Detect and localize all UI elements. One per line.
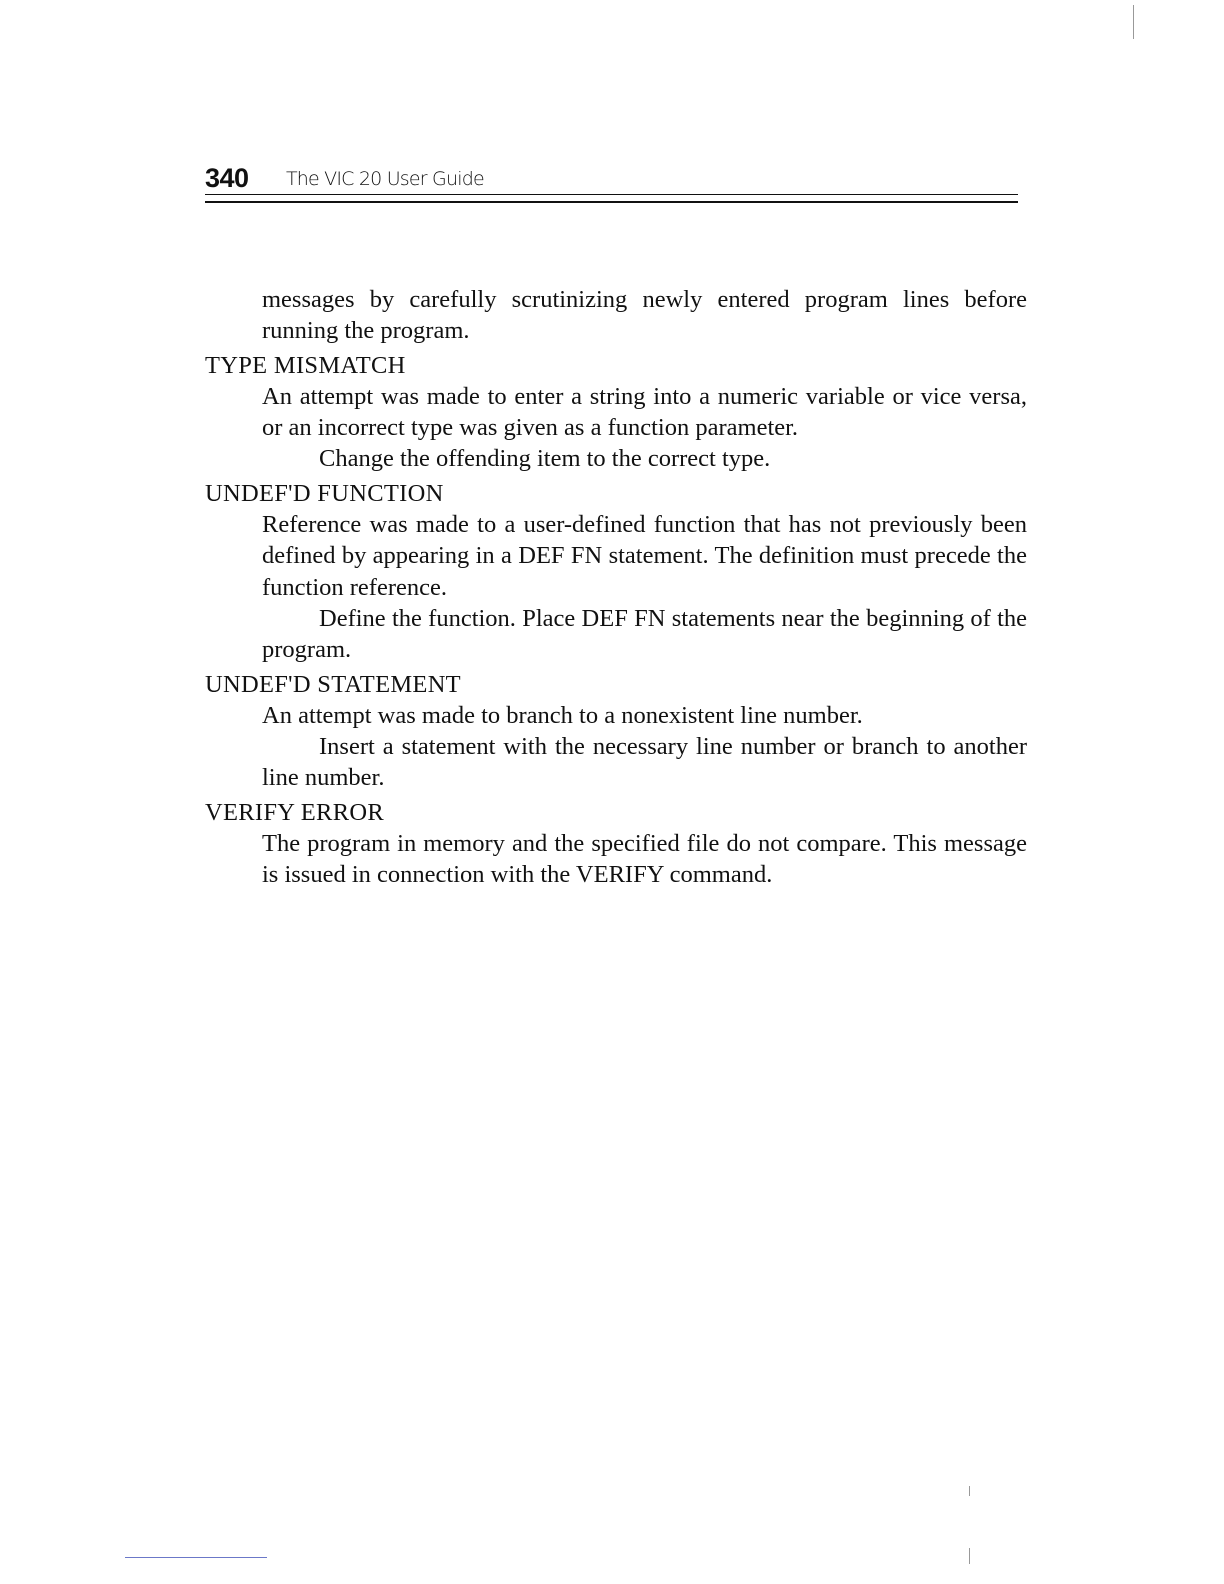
entry-description: An attempt was made to enter a string into a numeric variable or vice versa, or an incorrect type was given as a function parameter. <box>262 382 1027 442</box>
entry-term: UNDEF'D STATEMENT <box>205 670 461 698</box>
entry-undefd-function <box>205 478 1027 666</box>
entry-remedy: Change the offending item to the correct type. <box>319 445 771 473</box>
header-rule-bottom <box>205 201 1018 203</box>
scan-edge-line <box>125 1557 267 1558</box>
entry-description: Reference was made to a user-defined function that has not previously been defined by appearing in a DEF FN statement. The definition must precede the function reference. <box>262 511 1027 601</box>
intro-paragraph: messages by carefully scrutinizing newly entered program lines before running the program. <box>262 286 1027 345</box>
scan-artifact-mark <box>969 1548 970 1564</box>
entry-term: UNDEF'D FUNCTION <box>205 479 444 507</box>
page-number: 340 <box>205 163 249 193</box>
entry-term: TYPE MISMATCH <box>205 351 406 379</box>
entry-description: An attempt was made to branch to a nonexistent line number. <box>262 701 863 729</box>
scan-artifact-mark <box>969 1486 970 1496</box>
entry-type-mismatch <box>205 350 1027 475</box>
header-rule-top <box>205 194 1018 195</box>
entry-remedy: Define the function. Place DEF FN statements near the beginning of the program. <box>262 604 1027 664</box>
page-body <box>205 284 1027 891</box>
entry-remedy: Insert a statement with the necessary line number or branch to another line number. <box>262 733 1027 792</box>
scan-artifact-mark <box>1133 5 1134 39</box>
entry-verify-error <box>205 797 1027 891</box>
running-title: The VIC 20 User Guide <box>286 168 484 190</box>
entry-term: VERIFY ERROR <box>205 798 384 826</box>
page-header <box>205 160 1018 206</box>
entry-undefd-statement <box>205 669 1027 794</box>
entry-description: The program in memory and the specified file do not compare. This message is issued in connection with the VERIFY command. <box>262 830 1027 889</box>
